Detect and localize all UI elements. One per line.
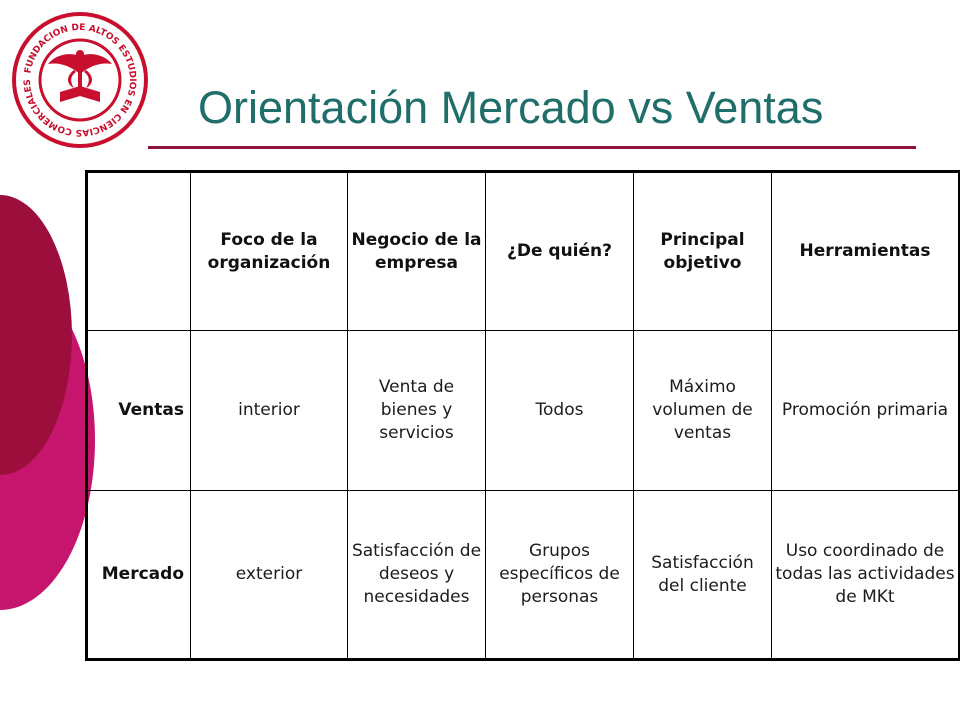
table-cell: exterior	[191, 491, 348, 660]
page-title: Orientación Mercado vs Ventas	[198, 82, 824, 133]
table-header-row	[87, 172, 960, 331]
title-underline	[148, 146, 916, 149]
row-label-cell: Ventas	[87, 331, 191, 491]
header-cell: ¿De quién?	[486, 172, 634, 331]
institution-seal-icon	[6, 6, 154, 154]
table-cell: Venta de bienes y servicios	[348, 331, 486, 491]
header-cell-empty	[87, 172, 191, 331]
table-row	[87, 331, 960, 491]
institution-logo	[6, 6, 154, 154]
header-cell: Negocio de la empresa	[348, 172, 486, 331]
table-row	[87, 491, 960, 660]
header-cell: Foco de la organización	[191, 172, 348, 331]
comparison-table	[85, 170, 960, 661]
table-cell: Grupos específicos de personas	[486, 491, 634, 660]
header-cell: Herramientas	[772, 172, 960, 331]
table-cell: Uso coordinado de todas las actividades de MKt	[772, 491, 960, 660]
table-cell: Promoción primaria	[772, 331, 960, 491]
table-cell: interior	[191, 331, 348, 491]
table-cell: Satisfacción de deseos y necesidades	[348, 491, 486, 660]
table-cell: Satisfacción del cliente	[634, 491, 772, 660]
header-cell: Principal objetivo	[634, 172, 772, 331]
table-cell: Máximo volumen de ventas	[634, 331, 772, 491]
table-cell: Todos	[486, 331, 634, 491]
seal-ring-text: FUNDACION DE ALTOS ESTUDIOS EN CIENCIAS COMERCIALES	[22, 22, 138, 138]
row-label-cell: Mercado	[87, 491, 191, 660]
